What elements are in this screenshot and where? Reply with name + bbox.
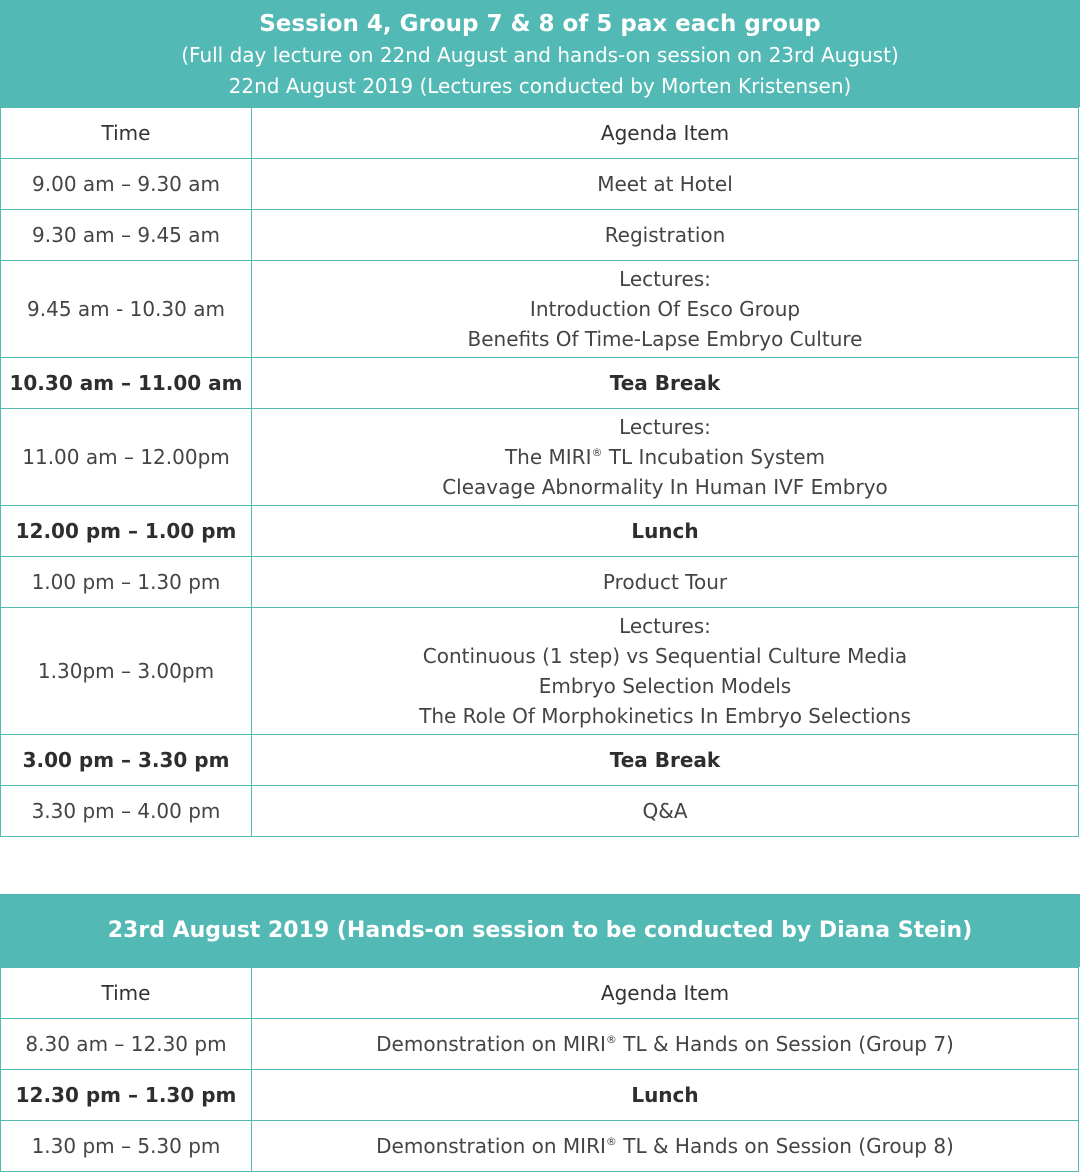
time-cell: 3.00 pm – 3.30 pm	[1, 735, 252, 786]
table-row	[1, 409, 1079, 506]
agenda-line: Embryo Selection Models	[538, 674, 792, 698]
table-row	[1, 261, 1079, 358]
agenda-cell	[252, 506, 1079, 557]
time-cell: 1.30pm – 3.00pm	[1, 608, 252, 735]
day1-date-line: 22nd August 2019 (Lectures conducted by Morten Kristensen)	[228, 73, 852, 98]
agenda-cell	[252, 1070, 1079, 1121]
time-cell: 12.30 pm – 1.30 pm	[1, 1070, 252, 1121]
agenda-line: Lunch	[631, 1083, 699, 1107]
time-cell: 1.00 pm – 1.30 pm	[1, 557, 252, 608]
table-header-row	[1, 968, 1079, 1019]
day1-banner	[0, 0, 1080, 107]
agenda-line: Lunch	[631, 519, 699, 543]
agenda-line: Continuous (1 step) vs Sequential Culture Media	[422, 644, 908, 668]
agenda-cell	[252, 409, 1079, 506]
table-header-row	[1, 108, 1079, 159]
agenda-line: Lectures:	[619, 415, 711, 439]
table-row	[1, 735, 1079, 786]
time-cell: 9.45 am - 10.30 am	[1, 261, 252, 358]
agenda-line: The Role Of Morphokinetics In Embryo Selections	[419, 704, 911, 728]
agenda-line: Cleavage Abnormality In Human IVF Embryo	[442, 475, 888, 499]
time-cell: 10.30 am – 11.00 am	[1, 358, 252, 409]
table-row	[1, 1121, 1079, 1172]
agenda-cell	[252, 1121, 1079, 1172]
time-cell: 9.00 am – 9.30 am	[1, 159, 252, 210]
time-cell: 11.00 am – 12.00pm	[1, 409, 252, 506]
day2-schedule	[0, 894, 1080, 1172]
table-row	[1, 159, 1079, 210]
day2-agenda-table	[0, 967, 1079, 1172]
day2-title: 23rd August 2019 (Hands-on session to be conducted by Diana Stein)	[107, 917, 973, 943]
agenda-cell	[252, 358, 1079, 409]
table-row	[1, 506, 1079, 557]
day1-agenda-table	[0, 107, 1079, 837]
agenda-line: Lectures:	[619, 614, 711, 638]
agenda-cell	[252, 159, 1079, 210]
agenda-line: Meet at Hotel	[597, 172, 733, 196]
agenda-cell	[252, 557, 1079, 608]
agenda-line: Tea Break	[609, 371, 721, 395]
time-cell: 9.30 am – 9.45 am	[1, 210, 252, 261]
time-column-header: Time	[1, 108, 252, 159]
agenda-cell	[252, 261, 1079, 358]
table-row	[1, 608, 1079, 735]
agenda-line: Registration	[604, 223, 726, 247]
table-row	[1, 786, 1079, 837]
agenda-cell	[252, 210, 1079, 261]
agenda-line: The MIRI® TL Incubation System	[504, 445, 826, 469]
agenda-line: Demonstration on MIRI® TL & Hands on Session (Group 8)	[376, 1134, 954, 1158]
agenda-cell	[252, 608, 1079, 735]
session-subtitle: (Full day lecture on 22nd August and hands-on session on 23rd August)	[181, 42, 899, 67]
agenda-cell	[252, 786, 1079, 837]
agenda-line: Benefits Of Time-Lapse Embryo Culture	[467, 327, 863, 351]
table-row	[1, 1070, 1079, 1121]
time-cell: 3.30 pm – 4.00 pm	[1, 786, 252, 837]
table-row	[1, 1019, 1079, 1070]
session-title: Session 4, Group 7 & 8 of 5 pax each group	[259, 10, 821, 37]
table-row	[1, 210, 1079, 261]
time-column-header: Time	[1, 968, 252, 1019]
time-cell: 1.30 pm – 5.30 pm	[1, 1121, 252, 1172]
agenda-line: Demonstration on MIRI® TL & Hands on Session (Group 7)	[376, 1032, 954, 1056]
agenda-line: Lectures:	[619, 267, 711, 291]
agenda-column-header: Agenda Item	[252, 968, 1079, 1019]
time-cell: 8.30 am – 12.30 pm	[1, 1019, 252, 1070]
agenda-cell	[252, 1019, 1079, 1070]
agenda-cell	[252, 735, 1079, 786]
table-row	[1, 358, 1079, 409]
agenda-line: Q&A	[642, 799, 688, 823]
day2-banner	[0, 894, 1080, 967]
table-row	[1, 557, 1079, 608]
agenda-column-header: Agenda Item	[252, 108, 1079, 159]
agenda-line: Introduction Of Esco Group	[529, 297, 801, 321]
agenda-line: Tea Break	[609, 748, 721, 772]
agenda-line: Product Tour	[602, 570, 728, 594]
time-cell: 12.00 pm – 1.00 pm	[1, 506, 252, 557]
